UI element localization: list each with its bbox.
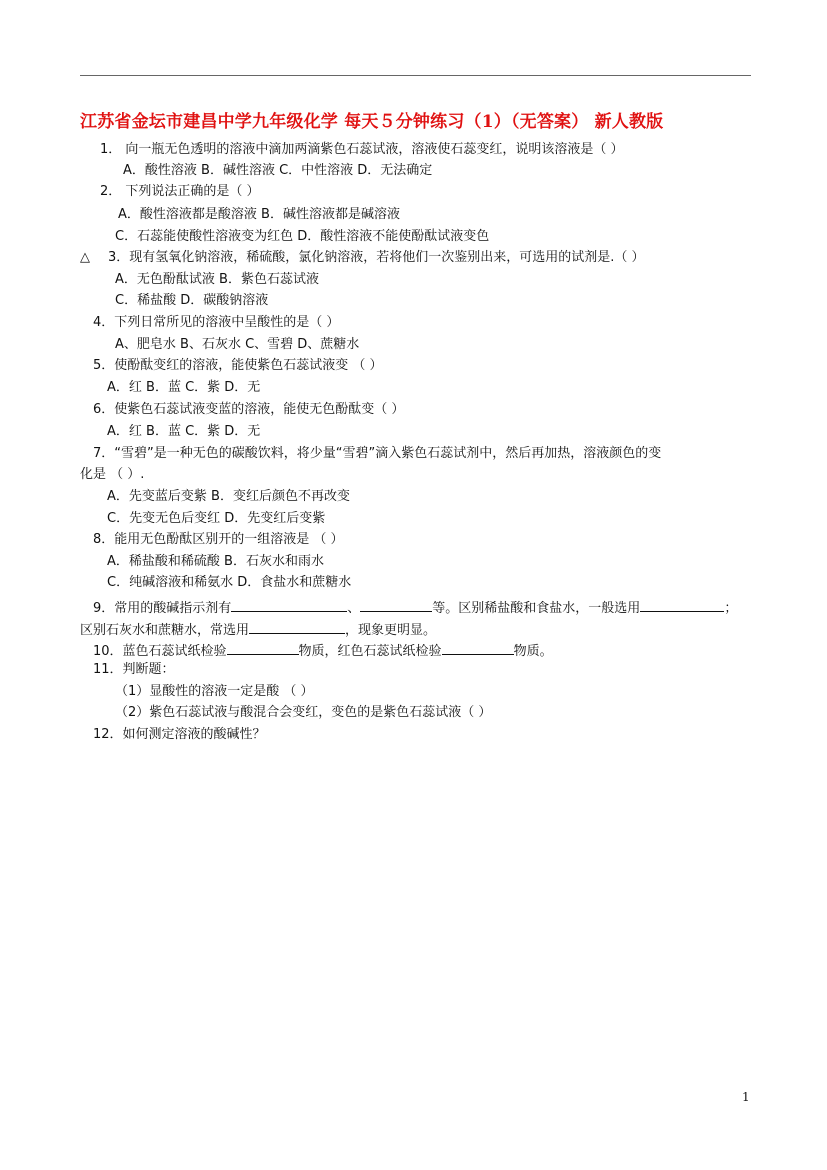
question-1-options: A．酸性溶液 B．碱性溶液 C．中性溶液 D．无法确定 [123,163,433,178]
question-11-item-1: （1）显酸性的溶液一定是酸 （ ） [115,684,314,699]
question-12-stem: 12．如何测定溶液的酸碱性？ [93,727,266,742]
question-10-text-3: 物质。 [513,644,553,659]
question-9-blank-1[interactable] [231,597,347,612]
question-10-text-1: 10．蓝色石蕊试纸检验 [93,644,227,659]
question-10-blank-2[interactable] [442,640,514,655]
question-7-options-cd: C．先变无色后变红 D．先变红后变紫 [107,511,326,526]
question-8-stem: 8．能用无色酚酞区别开的一组溶液是 （ ） [93,532,344,547]
question-5-stem: 5．使酚酞变红的溶液，能使紫色石蕊试液变 （ ） [93,358,383,373]
question-5-options: A．红 B．蓝 C．紫 D．无 [107,380,261,395]
question-7-options-ab: A．先变蓝后变紫 B．变红后颜色不再改变 [107,489,350,504]
question-10-blank-1[interactable] [227,640,299,655]
question-9-text-3: 等。区别稀盐酸和食盐水，一般选用 [432,601,641,616]
question-11-stem: 11．判断题： [93,662,175,677]
question-1-stem: 1． 向一瓶无色透明的溶液中滴加两滴紫色石蕊试液，溶液使石蕊变红，说明该溶液是（ ） [100,142,624,157]
question-4-options: A、肥皂水 B、石灰水 C、雪碧 D、蔗糖水 [115,337,360,352]
question-3-options-ab: A．无色酚酞试液 B．紫色石蕊试液 [115,272,319,287]
header-rule [80,75,751,76]
question-9-text-6: ，现象更明显。 [345,623,437,638]
question-7-stem-line2: 化是 （ ）. [80,467,145,482]
question-9-line2 [80,619,436,639]
question-8-options-ab: A．稀盐酸和稀硫酸 B．石灰水和雨水 [107,554,324,569]
question-3-stem: 3．现有氢氧化钠溶液，稀硫酸，氯化钠溶液，若将他们一次鉴别出来，可选用的试剂是.（ ） [108,250,645,265]
question-9-blank-4[interactable] [249,619,345,634]
question-10-line [93,640,553,660]
question-9-blank-3[interactable] [640,597,724,612]
question-2-options-cd: C．石蕊能使酸性溶液变为红色 D．酸性溶液不能使酚酞试液变色 [115,229,490,244]
page-title: 江苏省金坛市建昌中学九年级化学 每天５分钟练习（1）（无答案） 新人教版 [80,112,664,132]
question-9-line1 [93,597,737,617]
question-9-text-5: 区别石灰水和蔗糖水，常选用 [80,623,250,638]
question-8-options-cd: C．纯碱溶液和稀氨水 D．食盐水和蔗糖水 [107,575,352,590]
question-9-blank-2[interactable] [360,597,432,612]
question-9-text-2: 、 [347,601,361,616]
question-7-stem-line1: 7．“雪碧”是一种无色的碳酸饮料，将少量“雪碧”滴入紫色石蕊试剂中，然后再加热，溶液颜色的变 [93,446,662,461]
question-4-stem: 4．下列日常所见的溶液中呈酸性的是（ ） [93,315,340,330]
triangle-marker: △ [80,250,90,265]
question-3-options-cd: C．稀盐酸 D．碳酸钠溶液 [115,293,269,308]
page-number: 1 [742,1090,750,1104]
question-2-stem: 2． 下列说法正确的是（ ） [100,184,260,199]
question-6-options: A．红 B．蓝 C．紫 D．无 [107,424,261,439]
question-2-options-ab: A．酸性溶液都是酸溶液 B．碱性溶液都是碱溶液 [118,207,400,222]
question-11-item-2: （2）紫色石蕊试液与酸混合会变红，变色的是紫色石蕊试液（ ） [115,705,492,720]
question-6-stem: 6．使紫色石蕊试液变蓝的溶液，能使无色酚酞变（ ） [93,402,405,417]
question-10-text-2: 物质，红色石蕊试纸检验 [298,644,442,659]
question-9-text-4: ； [724,601,738,616]
question-9-text-1: 9．常用的酸碱指示剂有 [93,601,232,616]
